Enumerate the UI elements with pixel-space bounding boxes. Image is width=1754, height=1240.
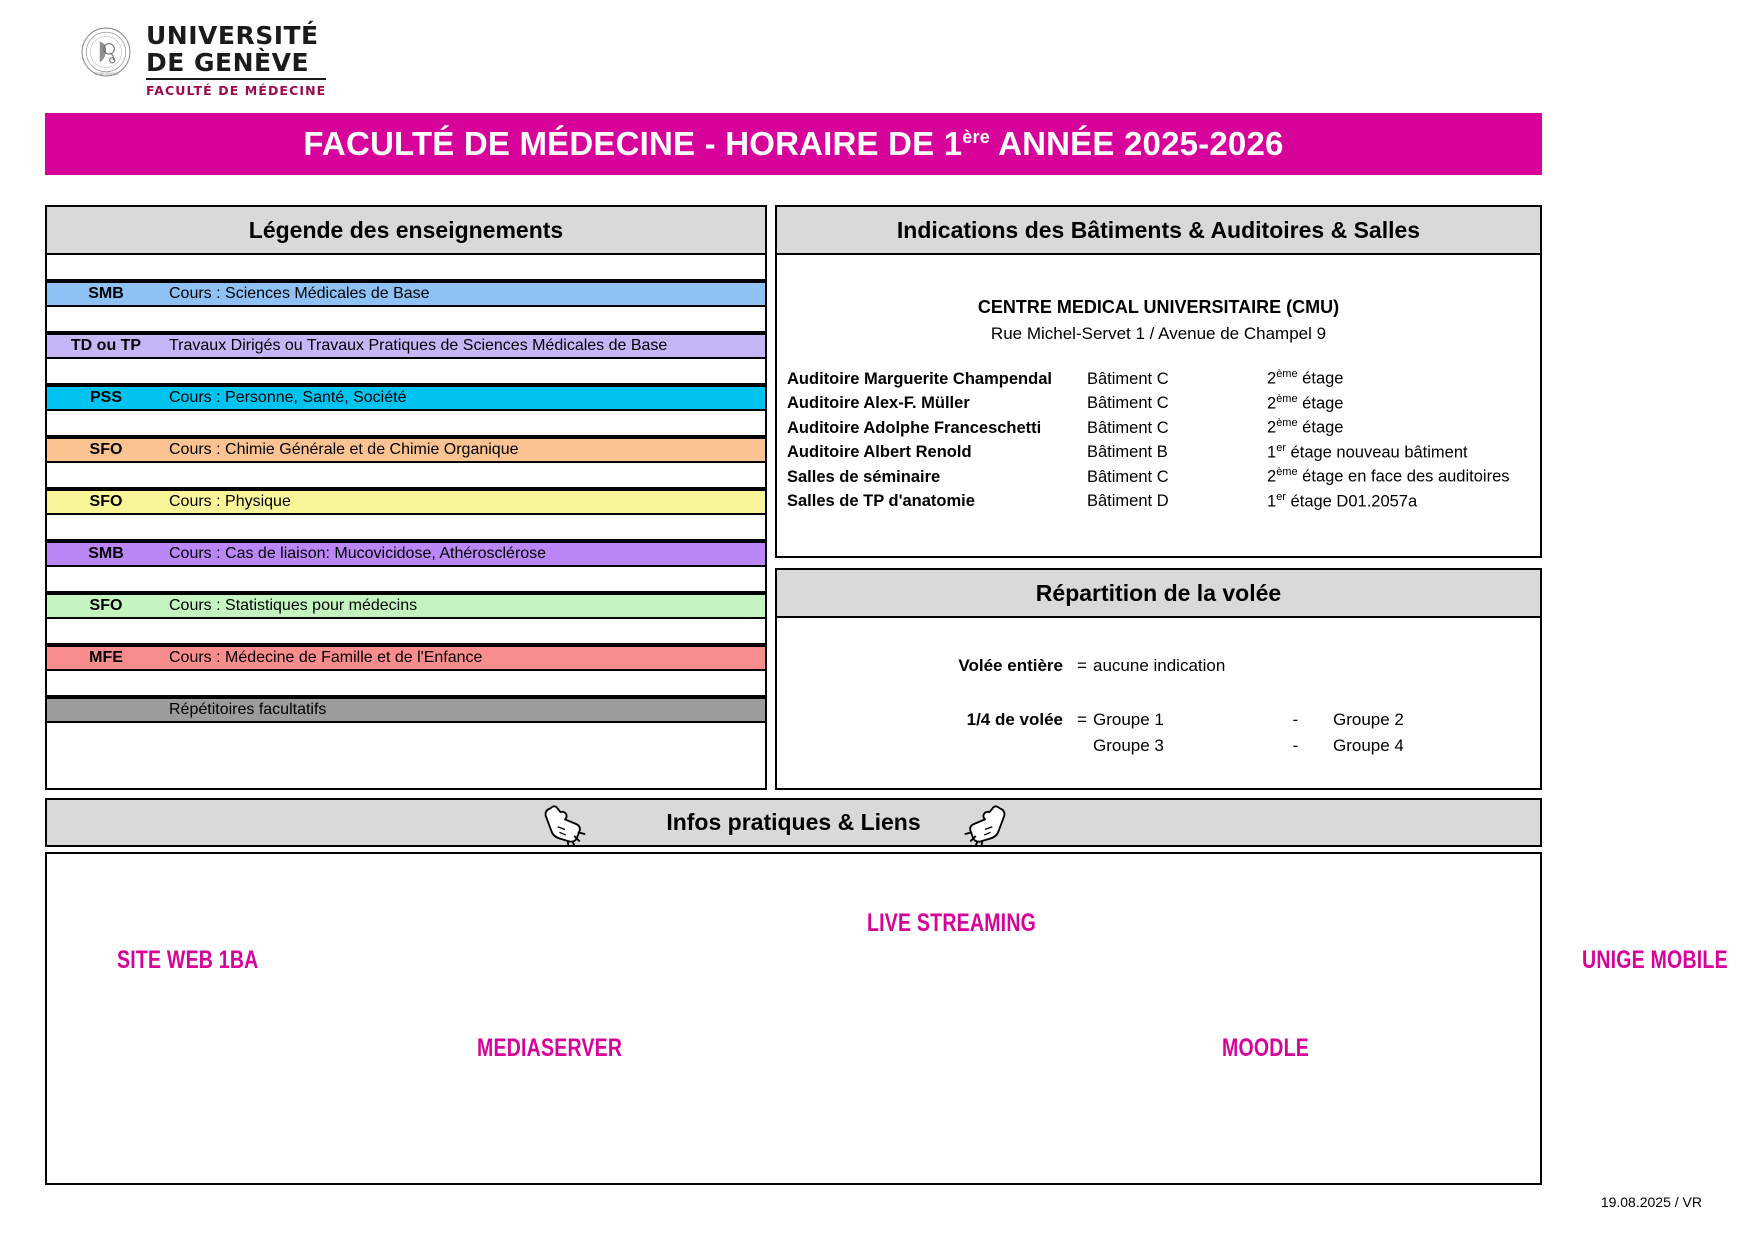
logo-faculty: FACULTÉ DE MÉDECINE (146, 83, 327, 98)
floor-ordinal: ème (1276, 466, 1298, 478)
floor-ordinal: ème (1276, 417, 1298, 429)
infos-header-title: Infos pratiques & Liens (666, 809, 921, 835)
building-label: Bâtiment D (1087, 492, 1169, 510)
legend-code: SFO (89, 441, 123, 458)
footer-date: 19.08.2025 / VR (1600, 1194, 1702, 1210)
legend-row (47, 645, 765, 671)
legend-spacer (47, 359, 765, 385)
building-room-name: Auditoire Marguerite Champendal (787, 369, 1052, 388)
quarter-volee-equals: = (1077, 710, 1087, 729)
floor-number: 2 (1267, 418, 1277, 437)
logo-line-2: DE GENÈVE (146, 48, 310, 77)
title-banner (45, 113, 1542, 175)
volee-entiere-equals: = (1077, 656, 1087, 675)
legend-spacer (47, 463, 765, 489)
floor-number: 2 (1267, 394, 1277, 412)
legend-row (47, 697, 765, 723)
legend-spacer (47, 255, 765, 281)
buildings-header: Indications des Bâtiments & Auditoires & Salles (777, 207, 1540, 255)
floor-number: 1 (1267, 443, 1277, 461)
title-part-1: FACULTÉ DE MÉDECINE - HORAIRE DE 1 (303, 125, 963, 162)
building-floor (1267, 489, 1540, 514)
building-room-name: Salles de TP d'anatomie (787, 492, 975, 510)
svg-text:GENEVENSIS: GENEVENSIS (94, 71, 118, 76)
building-label: Bâtiment C (1087, 394, 1169, 412)
building-room-name: Auditoire Albert Renold (787, 443, 972, 461)
building-label: Bâtiment C (1087, 467, 1169, 486)
legend-description: Travaux Dirigés ou Travaux Pratiques de Sciences Médicales de Base (169, 337, 668, 354)
page-title (303, 125, 1283, 163)
quarter-volee-label: 1/4 de volée (966, 710, 1063, 729)
buildings-table (777, 366, 1540, 513)
floor-detail: étage en face des auditoires (1297, 467, 1510, 486)
floor-ordinal: er (1276, 441, 1286, 454)
floor-number: 2 (1267, 369, 1277, 388)
legend-body (47, 255, 765, 749)
external-link[interactable]: SITE WEB 1BA (117, 946, 259, 974)
title-ordinal: ère (962, 127, 990, 147)
legend-row (47, 385, 765, 411)
floor-number: 2 (1267, 467, 1277, 486)
floor-detail: étage (1297, 369, 1344, 388)
legend-code: SFO (89, 493, 123, 510)
floor-ordinal: ème (1276, 368, 1298, 380)
legend-description: Cours : Médecine de Famille et de l'Enfance (169, 649, 483, 666)
building-floor (1267, 415, 1540, 440)
building-room-name: Salles de séminaire (787, 467, 941, 486)
building-floor (1267, 366, 1540, 391)
building-room-name: Auditoire Alex-F. Müller (787, 394, 970, 412)
legend-spacer (47, 723, 765, 749)
legend-row (47, 281, 765, 307)
cmu-title: CENTRE MEDICAL UNIVERSITAIRE (CMU) (977, 297, 1340, 317)
legend-row (47, 437, 765, 463)
quarter-dash-2: - (1292, 736, 1299, 755)
quarter-group-1: Groupe 1 (1093, 710, 1164, 729)
floor-detail: étage (1297, 394, 1344, 412)
floor-number: 1 (1267, 492, 1277, 510)
legend-code: SMB (88, 545, 124, 562)
building-label: Bâtiment B (1087, 443, 1168, 461)
building-floor (1267, 391, 1540, 416)
floor-ordinal: ème (1276, 392, 1298, 405)
infos-header-bar (45, 798, 1542, 847)
quarter-group-3: Groupe 3 (1093, 736, 1164, 755)
external-link[interactable]: MOODLE (1222, 1034, 1309, 1062)
quarter-group-2: Groupe 2 (1333, 710, 1404, 729)
floor-detail: étage D01.2057a (1285, 492, 1418, 510)
repartition-row-volee-entiere (777, 656, 1540, 676)
quarter-dash-1: - (1292, 710, 1299, 729)
title-part-2: ANNÉE 2025-2026 (989, 125, 1284, 162)
repartition-row-quarter-2 (777, 736, 1540, 756)
quarter-group-4: Groupe 4 (1333, 736, 1404, 755)
university-seal-icon (80, 22, 132, 83)
building-row (777, 415, 1540, 440)
building-label: Bâtiment C (1087, 418, 1169, 437)
legend-spacer (47, 515, 765, 541)
logo-line-1: UNIVERSITÉ (146, 21, 319, 50)
floor-detail: étage (1297, 418, 1344, 437)
logo-divider (146, 78, 326, 80)
legend-spacer (47, 411, 765, 437)
floor-ordinal: er (1276, 490, 1286, 503)
legend-description: Cours : Chimie Générale et de Chimie Organique (169, 441, 519, 458)
legend-description: Cours : Physique (169, 493, 291, 510)
links-panel (45, 852, 1728, 1185)
volee-entiere-label: Volée entière (958, 656, 1063, 675)
building-label: Bâtiment C (1087, 369, 1169, 388)
external-link[interactable]: MEDIASERVER (477, 1034, 623, 1062)
legend-row (47, 489, 765, 515)
buildings-panel (775, 205, 1542, 558)
legend-description: Cours : Personne, Santé, Société (169, 389, 407, 406)
legend-code: SMB (88, 285, 124, 302)
legend-code: MFE (89, 649, 123, 666)
legend-code: PSS (89, 389, 122, 406)
legend-code: TD ou TP (70, 337, 142, 354)
repartition-header: Répartition de la volée (777, 570, 1540, 618)
repartition-row-quarter-1 (777, 710, 1540, 730)
building-room-name: Auditoire Adolphe Franceschetti (787, 418, 1042, 437)
legend-description: Cours : Cas de liaison: Mucovicidose, Athérosclérose (169, 545, 547, 562)
buildings-body (777, 255, 1540, 604)
building-row (777, 489, 1540, 514)
legend-spacer (47, 307, 765, 333)
repartition-panel (775, 568, 1542, 790)
legend-spacer (47, 619, 765, 645)
floor-detail: étage nouveau bâtiment (1285, 443, 1468, 461)
building-row (777, 440, 1540, 465)
legend-spacer (47, 671, 765, 697)
building-floor (1267, 464, 1540, 489)
legend-code: SFO (89, 597, 123, 614)
legend-description: Cours : Sciences Médicales de Base (169, 285, 430, 302)
legend-spacer (47, 567, 765, 593)
building-floor (1267, 440, 1540, 465)
legend-header: Légende des enseignements (47, 207, 765, 255)
legend-row (47, 541, 765, 567)
cmu-address: Rue Michel-Servet 1 / Avenue de Champel 9 (990, 324, 1327, 343)
volee-entiere-value: aucune indication (1093, 656, 1226, 675)
legend-description: Répétitoires facultatifs (169, 701, 327, 718)
external-link[interactable]: LIVE STREAMING (867, 909, 1037, 937)
unige-logo (80, 22, 326, 98)
building-row (777, 391, 1540, 416)
legend-row (47, 333, 765, 359)
legend-description: Cours : Statistiques pour médecins (169, 597, 418, 614)
building-row (777, 464, 1540, 489)
legend-panel (45, 205, 767, 790)
legend-row (47, 593, 765, 619)
external-link[interactable]: UNIGE MOBILE (1582, 946, 1728, 974)
building-row (777, 366, 1540, 391)
